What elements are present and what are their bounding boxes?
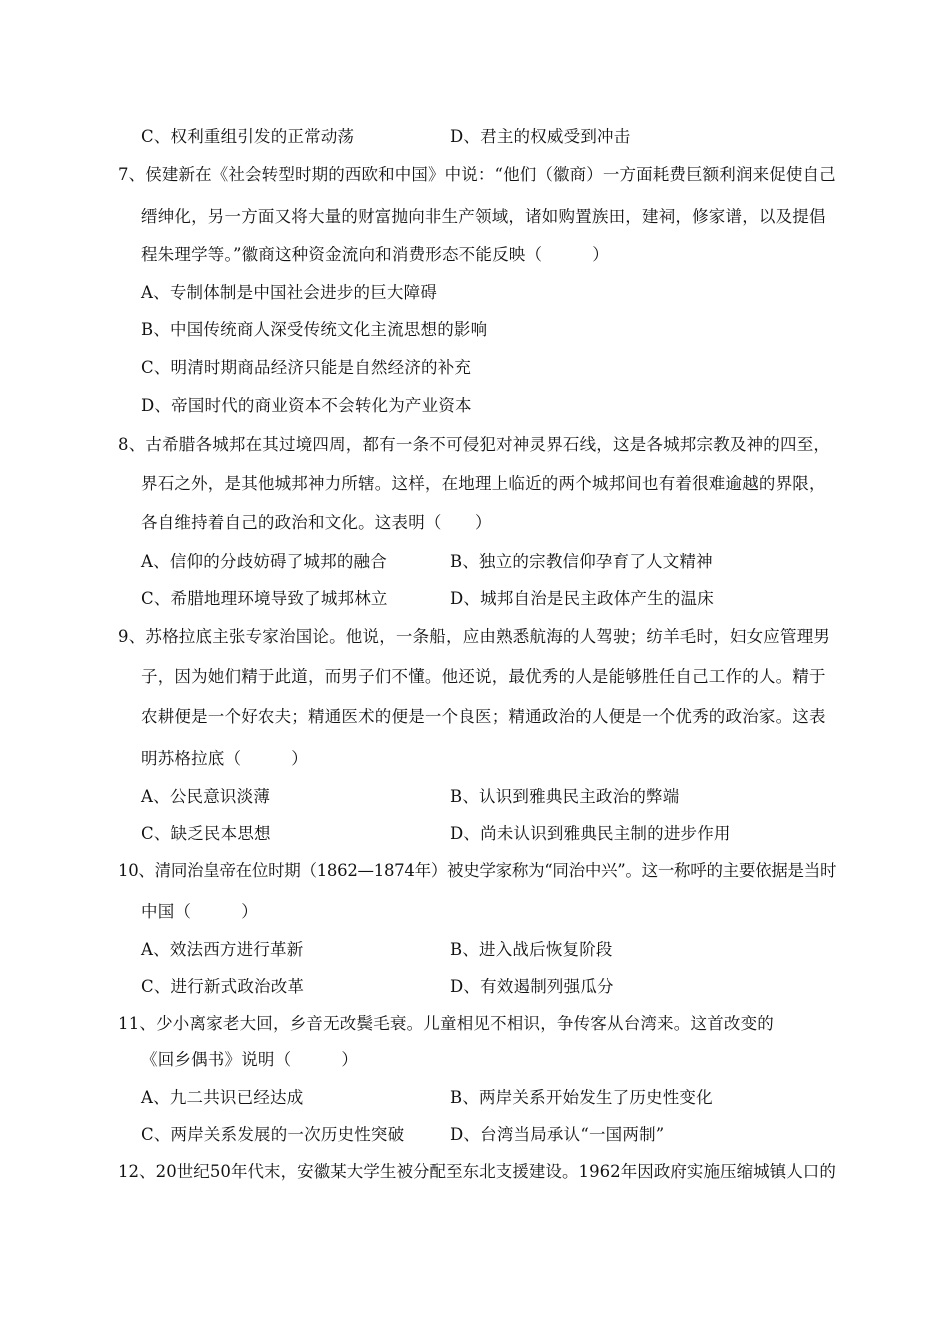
q10-stem-line-2: 中国（ ）	[141, 902, 258, 921]
q8-option-a: A、信仰的分歧妨碍了城邦的融合	[141, 552, 387, 571]
q9-option-b: B、认识到雅典民主政治的弊端	[450, 787, 680, 806]
q7-stem-line-1: 7、侯建新在《社会转型时期的西欧和中国》中说：“他们（徽商）一方面耗费巨额利润来促使自己	[118, 165, 836, 184]
q11-option-b: B、两岸关系开始发生了历史性变化	[450, 1088, 713, 1107]
q8-stem-line-2: 界石之外，是其他城邦神力所辖。这样，在地理上临近的两个城邦间也有着很难逾越的界限，	[141, 474, 826, 493]
q11-stem-line-1: 11、少小离家老大回，乡音无改鬓毛衰。儿童相见不相识，争传客从台湾来。这首改变的	[118, 1014, 774, 1033]
q7-option-c: C、明清时期商品经济只能是自然经济的补充	[141, 358, 472, 377]
q7-option-d: D、帝国时代的商业资本不会转化为产业资本	[141, 396, 472, 415]
q10-stem-line-1: 10、清同治皇帝在位时期（1862—1874年）被史学家称为“同治中兴”。这一称呼的主要依据是当时	[118, 861, 837, 880]
q8-stem-line-1: 8、古希腊各城邦在其过境四周，都有一条不可侵犯对神灵界石线，这是各城邦宗教及神的四至，	[118, 435, 831, 454]
q12-stem-line-1: 12、20世纪50年代末，安徽某大学生被分配至东北支援建设。1962年因政府实施压缩城镇人口的	[118, 1162, 836, 1181]
q9-option-c: C、缺乏民本思想	[141, 824, 271, 843]
q8-option-d: D、城邦自治是民主政体产生的温床	[450, 589, 714, 608]
q7-stem-line-2: 缙绅化，另一方面又将大量的财富抛向非生产领域，诸如购置族田，建祠，修家谱，以及提倡	[141, 207, 826, 226]
q10-option-a: A、效法西方进行革新	[141, 940, 304, 959]
q9-stem-line-2: 子，因为她们精于此道，而男子们不懂。他还说，最优秀的人是能够胜任自己工作的人。精于	[141, 667, 826, 686]
q11-option-a: A、九二共识已经达成	[141, 1088, 304, 1107]
q11-stem-line-2: 《回乡偶书》说明（ ）	[141, 1050, 359, 1069]
q8-option-b: B、独立的宗教信仰孕育了人文精神	[450, 552, 713, 571]
q10-option-b: B、进入战后恢复阶段	[450, 940, 613, 959]
q7-option-a: A、专制体制是中国社会进步的巨大障碍	[141, 283, 438, 302]
q9-stem-line-1: 9、苏格拉底主张专家治国论。他说，一条船，应由熟悉航海的人驾驶；纺羊毛时，妇女应管理男	[118, 627, 831, 646]
q9-stem-line-4: 明苏格拉底（ ）	[141, 749, 308, 768]
q8-stem-line-3: 各自维持着自己的政治和文化。这表明（ ）	[141, 513, 492, 532]
q11-option-c: C、两岸关系发展的一次历史性突破	[141, 1125, 405, 1144]
q6-option-c: C、权利重组引发的正常动荡	[141, 127, 355, 146]
q9-option-d: D、尚未认识到雅典民主制的进步作用	[450, 824, 731, 843]
q8-option-c: C、希腊地理环境导致了城邦林立	[141, 589, 388, 608]
q10-option-c: C、进行新式政治改革	[141, 977, 305, 996]
q7-stem-line-3: 程朱理学等。”徽商这种资金流向和消费形态不能反映（ ）	[141, 245, 609, 264]
q6-option-d: D、君主的权威受到冲击	[450, 127, 631, 146]
q9-stem-line-3: 农耕便是一个好农夫；精通医术的便是一个良医；精通政治的人便是一个优秀的政治家。这表	[141, 707, 826, 726]
q11-option-d: D、台湾当局承认“一国两制”	[450, 1125, 665, 1144]
q9-option-a: A、公民意识淡薄	[141, 787, 271, 806]
q10-option-d: D、有效遏制列强瓜分	[450, 977, 614, 996]
q7-option-b: B、中国传统商人深受传统文化主流思想的影响	[141, 320, 488, 339]
